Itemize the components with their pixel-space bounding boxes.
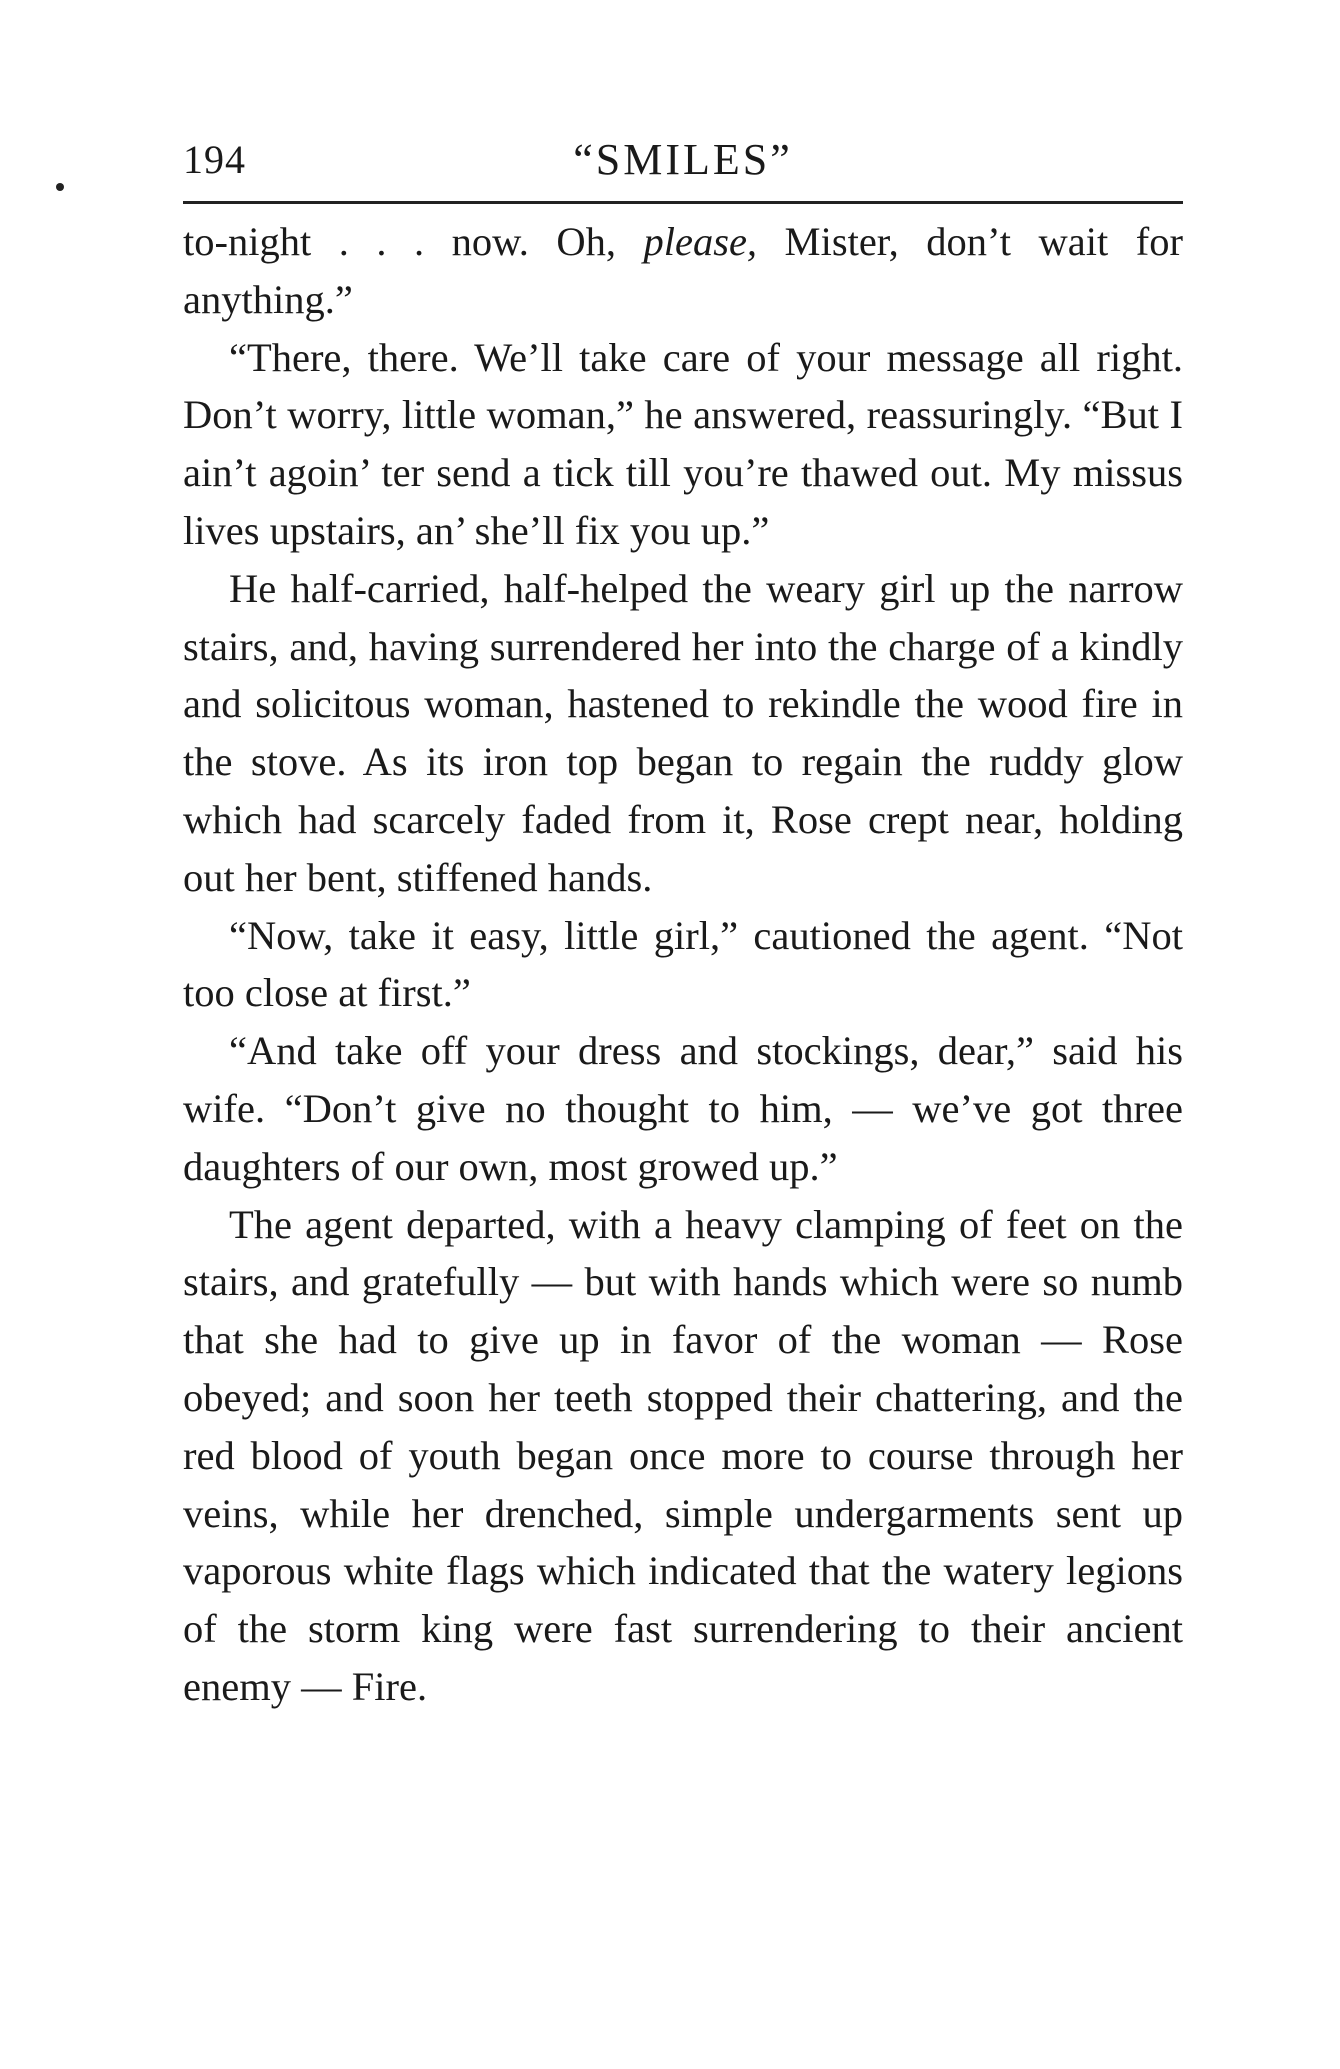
margin-dot: [56, 183, 64, 191]
paragraph-5: “And take off your dress and stockings, dear,” said his wife. “Don’t give no thought to him, — we’ve got three daughters of our own, most growed up.”: [183, 1028, 1183, 1189]
page-header: [183, 130, 1183, 190]
body-text: [183, 213, 1183, 1716]
paragraph-6: The agent departed, with a heavy clamping of feet on the stairs, and gratefully — but with hands which were so numb that she had to give up in favor of the woman — Rose obeyed; and soon her teeth stopped their chattering, and the red blood of youth began once more to course through her veins, while her drenched, simple undergarments sent up vaporous white flags which indicated that the watery legions of the storm king were fast surrendering to their ancient enemy — Fire.: [183, 1201, 1183, 1709]
paragraph-1-text-before: to-night . . . now. Oh,: [183, 219, 644, 264]
header-rule: [183, 201, 1183, 204]
page-number: 194: [183, 137, 246, 182]
paragraph-1: [183, 213, 1183, 329]
paragraph-1-italic: please,: [643, 219, 758, 264]
paragraph-2: “There, there. We’ll take care of your message all right. Don’t worry, little woman,” he answered, reassuringly. “But I ain’t agoin’ ter send a tick till you’re thawed out. My missus lives upstairs, an’ she’ll fix you up.”: [183, 334, 1183, 553]
running-title: “SMILES”: [573, 135, 793, 184]
paragraph-4: “Now, take it easy, little girl,” cautioned the agent. “Not too close at first.”: [183, 912, 1183, 1016]
paragraph-3: He half-carried, half-helped the weary girl up the narrow stairs, and, having surrendered her into the charge of a kindly and solicitous woman, hastened to rekindle the wood fire in the stove. As its iron top began to regain the ruddy glow which had scarcely faded from it, Rose crept near, holding out her bent, stiffened hands.: [183, 565, 1183, 900]
paragraph-1-text-after: Mister, don’t wait for anything.”: [183, 219, 1184, 322]
